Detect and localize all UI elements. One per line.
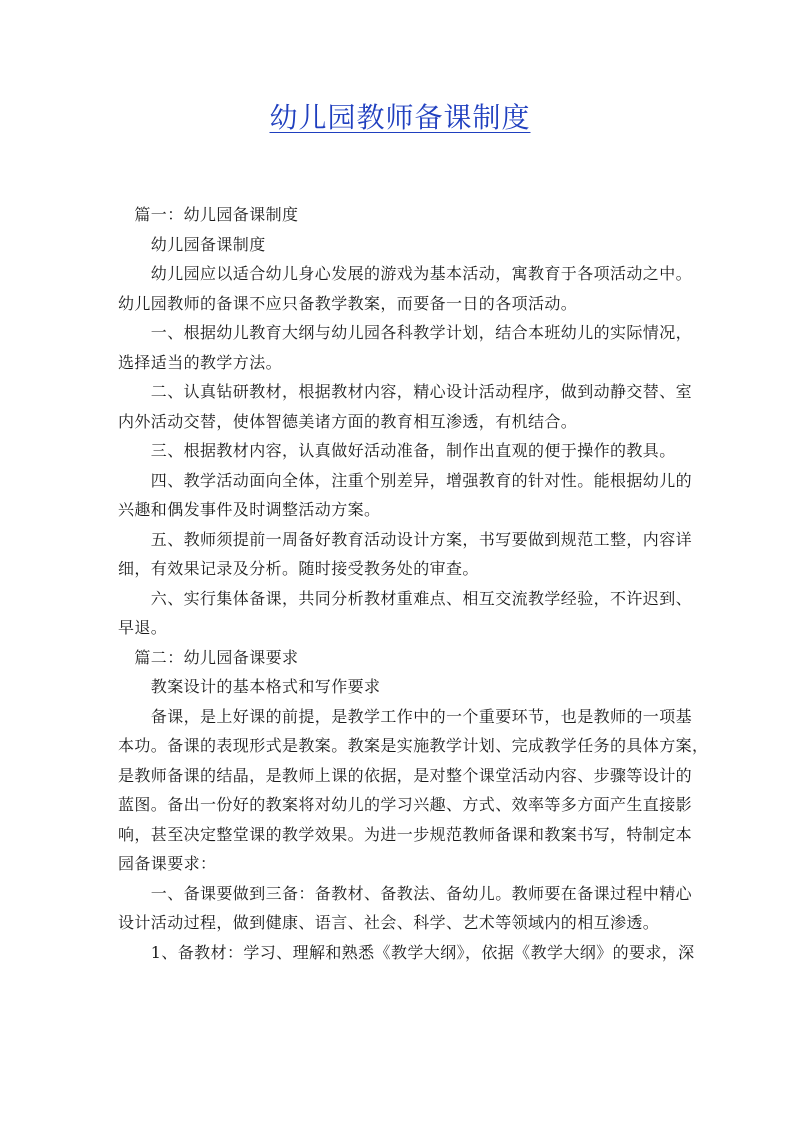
- text-line: [118, 259, 693, 289]
- line-text: 幼儿园教师的备课不应只备教学教案，而要备一日的各项活动。: [118, 293, 578, 313]
- document-body: [118, 200, 709, 967]
- text-line: [118, 613, 686, 643]
- line-text: 四、教学活动面向全体，注重个别差异，增强教育的针对性。能根据幼儿的: [118, 470, 693, 490]
- line-text: 一、备课要做到三备：备教材、备教法、备幼儿。教师要在备课过程中精心: [118, 883, 693, 903]
- line-text: 二、认真钻研教材，根据教材内容，精心设计活动程序，做到动静交替、室: [118, 382, 693, 401]
- text-line: [118, 672, 686, 702]
- text-line: [118, 938, 695, 968]
- text-line: [118, 407, 686, 437]
- line-text: 响，甚至决定整堂课的教学效果。为进一步规范教师备课和教案书写，特制定本: [118, 824, 693, 844]
- text-line: [118, 525, 693, 555]
- line-text: 本功。备课的表现形式是教案。教案是实施教学计划、完成教学任务的具体方案，: [118, 736, 709, 755]
- line-text: 备课，是上好课的前提，是教学工作中的一个重要环节，也是教师的一项基: [118, 706, 693, 726]
- text-line: [118, 318, 693, 348]
- text-line: [118, 820, 693, 850]
- text-line: [118, 200, 686, 230]
- text-line: [118, 908, 686, 938]
- text-line: [118, 495, 686, 525]
- line-text: 三、根据教材内容，认真做好活动准备，制作出直观的便于操作的教具。: [118, 441, 676, 460]
- line-text: 蓝图。备出一份好的教案将对幼儿的学习兴趣、方式、效率等多方面产生直接影: [118, 795, 693, 814]
- line-text: 六、实行集体备课，共同分析教材重难点、相互交流教学经验，不许迟到、: [118, 588, 693, 608]
- document-title: [0, 98, 800, 138]
- text-line: [118, 230, 686, 260]
- text-line: [118, 761, 693, 791]
- line-text: 一、根据幼儿教育大纲与幼儿园各科教学计划，结合本班幼儿的实际情况，: [118, 323, 693, 342]
- text-line: [118, 466, 693, 496]
- text-line: [118, 554, 686, 584]
- line-text: 设计活动过程，做到健康、语言、社会、科学、艺术等领域内的相互渗透。: [118, 913, 660, 932]
- line-text: 1、备教材：学习、理解和熟悉《教学大纲》，依据《教学大纲》的要求，深: [118, 942, 695, 962]
- text-line: [118, 348, 686, 378]
- line-text: 幼儿园应以适合幼儿身心发展的游戏为基本活动，寓教育于各项活动之中。: [118, 264, 693, 283]
- text-line: [118, 879, 693, 909]
- line-text: 园备课要求：: [118, 854, 217, 873]
- text-line: [118, 377, 693, 407]
- text-line: [118, 849, 686, 879]
- line-text: 早退。: [118, 618, 168, 637]
- line-text: 兴趣和偶发事件及时调整活动方案。: [118, 500, 381, 519]
- text-line: [118, 584, 693, 614]
- line-text: 细，有效果记录及分析。随时接受教务处的审查。: [118, 559, 479, 578]
- text-line: [118, 731, 709, 761]
- text-line: [118, 702, 693, 732]
- line-text: 教案设计的基本格式和写作要求: [118, 677, 381, 696]
- line-text: 篇一：幼儿园备课制度: [118, 205, 299, 224]
- line-text: 选择适当的教学方法。: [118, 352, 283, 372]
- line-text: 篇二：幼儿园备课要求: [118, 647, 299, 667]
- text-line: [118, 790, 693, 820]
- line-text: 幼儿园备课制度: [118, 234, 266, 254]
- text-line: [118, 436, 686, 466]
- document-title-text: 幼儿园教师备课制度: [269, 101, 531, 134]
- line-text: 是教师备课的结晶，是教师上课的依据，是对整个课堂活动内容、步骤等设计的: [118, 765, 693, 785]
- line-text: 五、教师须提前一周备好教育活动设计方案，书写要做到规范工整，内容详: [118, 529, 693, 549]
- text-line: [118, 643, 686, 673]
- text-line: [118, 289, 686, 319]
- line-text: 内外活动交替，使体智德美诸方面的教育相互渗透，有机结合。: [118, 411, 578, 431]
